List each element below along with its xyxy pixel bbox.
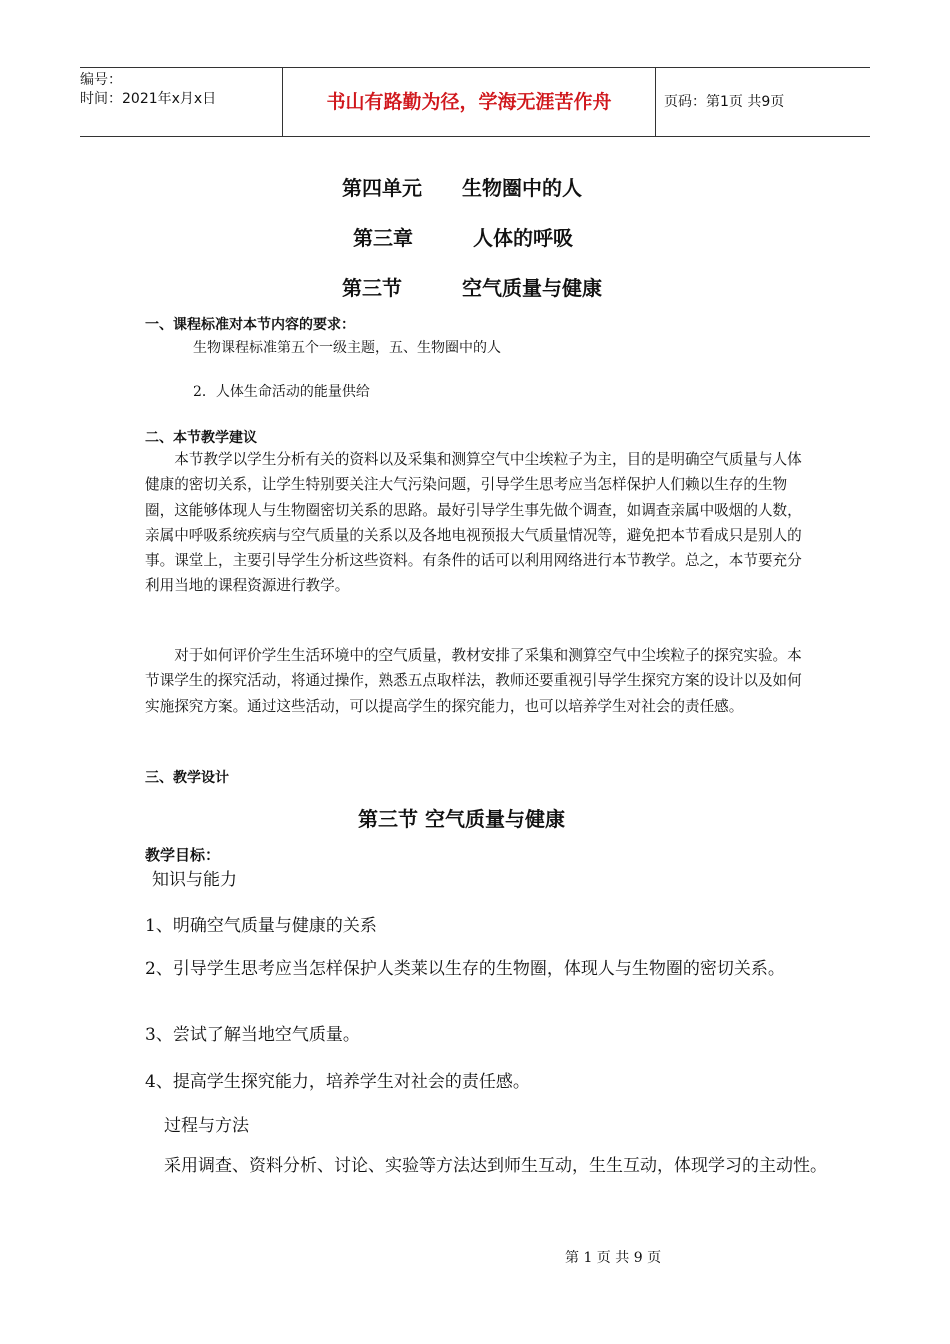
part3-heading: 三、教学设计: [145, 770, 229, 786]
part1-line1: 生物课程标准第五个一级主题，五、生物圈中的人: [193, 340, 501, 356]
knowledge-label: 知识与能力: [152, 870, 237, 890]
section-title: 第三节 空气质量与健康: [342, 276, 602, 300]
part2-heading: 二、本节教学建议: [145, 430, 257, 446]
goal-item-2: 2、引导学生思考应当怎样保护人类莱以生存的生物圈，体现人与生物圈的密切关系。: [145, 959, 785, 979]
part1-line2: 2．人体生命活动的能量供给: [193, 384, 370, 400]
part2-paragraph-1: 本节教学以学生分析有关的资料以及采集和测算空气中尘埃粒子为主，目的是明确空气质量与人体健康的密切关系，让学生特别要关注大气污染问题，引导学生思考应当怎样保护人们赖以生存的生物圈，这能够体现人与生物圈密切关系的思路。最好引导学生事先做个调查，如调查亲属中吸烟的人数，亲属中呼吸系统疾病与空气质量的关系以及各地电视预报大气质量情况等，避免把本节看成只是别人的事。课堂上，主要引导学生分析这些资料。有条件的话可以利用网络进行本节教学。总之，本节要充分利用当地的课程资源进行教学。: [145, 451, 802, 595]
page-footer: 第 1 页 共 9 页: [565, 1250, 662, 1266]
header-page-label: 页码：第1页 共9页: [664, 94, 785, 110]
goals-label: 教学目标：: [145, 846, 221, 864]
goal-item-4: 4、提高学生探究能力，培养学生对社会的责任感。: [145, 1072, 530, 1092]
chapter-title: 第三章 人体的呼吸: [353, 226, 573, 250]
page-header: [80, 67, 870, 137]
goal-item-1: 1、明确空气质量与健康的关系: [145, 916, 377, 936]
header-motto: 书山有路勤为径，学海无涯苦作舟: [282, 68, 656, 136]
design-title: 第三节 空气质量与健康: [358, 807, 565, 831]
part2-paragraph-2: 对于如何评价学生生活环境中的空气质量，教材安排了采集和测算空气中尘埃粒子的探究实验。本节课学生的探究活动，将通过操作，熟悉五点取样法，教师还要重视引导学生探究方案的设计以及如何实施探究方案。通过这些活动，可以提高学生的探究能力，也可以培养学生对社会的责任感。: [145, 647, 802, 715]
goal-item-3: 3、尝试了解当地空气质量。: [145, 1025, 360, 1045]
header-meta: [80, 68, 282, 136]
process-label: 过程与方法: [164, 1116, 249, 1136]
process-text: 采用调查、资料分析、讨论、实验等方法达到师生互动，生生互动，体现学习的主动性。: [164, 1156, 827, 1176]
part1-heading: 一、课程标准对本节内容的要求：: [145, 317, 355, 333]
unit-title: 第四单元 生物圈中的人: [342, 176, 582, 200]
time-label: 时间：2021年x月x日: [80, 91, 217, 107]
number-label: 编号：: [80, 72, 122, 88]
